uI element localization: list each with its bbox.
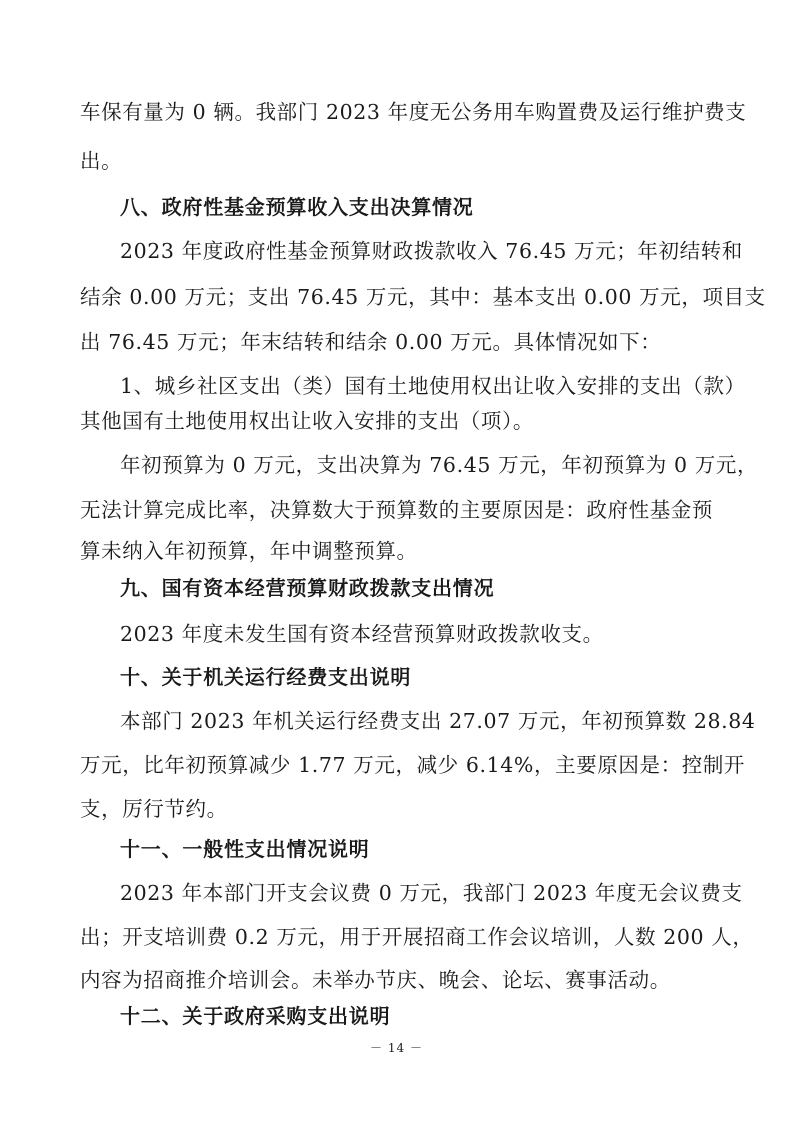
paragraph-line: 出 76.45 万元；年末结转和结余 0.00 万元。具体情况如下： xyxy=(80,330,662,354)
paragraph-line: 万元，比年初预算减少 1.77 万元，减少 6.14%，主要原因是：控制开 xyxy=(80,753,746,777)
paragraph-line: 算未纳入年初预算，年中调整预算。 xyxy=(80,539,418,563)
paragraph-line: 年初预算为 0 万元，支出决算为 76.45 万元，年初预算为 0 万元， xyxy=(120,453,759,477)
section-heading-12: 十二、关于政府采购支出说明 xyxy=(120,1004,391,1028)
page-number: － 14 － xyxy=(370,1041,423,1055)
paragraph-line: 支，厉行节约。 xyxy=(80,797,228,821)
paragraph-line: 1、城乡社区支出（类）国有土地使用权出让收入安排的支出（款） xyxy=(120,374,746,398)
paragraph-line: 结余 0.00 万元；支出 76.45 万元，其中：基本支出 0.00 万元，项目支 xyxy=(80,285,766,309)
paragraph-line: 内容为招商推介培训会。未举办节庆、晚会、论坛、赛事活动。 xyxy=(80,968,671,992)
paragraph-line: 其他国有土地使用权出让收入安排的支出（项）。 xyxy=(80,409,534,433)
section-heading-9: 九、国有资本经营预算财政拨款支出情况 xyxy=(120,576,495,600)
paragraph-line: 出。 xyxy=(80,149,123,173)
section-heading-11: 十一、一般性支出情况说明 xyxy=(120,837,370,861)
paragraph-line: 2023 年度政府性基金预算财政拨款收入 76.45 万元；年初结转和 xyxy=(120,239,743,263)
paragraph-line: 2023 年本部门开支会议费 0 万元，我部门 2023 年度无会议费支 xyxy=(120,881,743,905)
section-heading-10: 十、关于机关运行经费支出说明 xyxy=(120,665,412,689)
paragraph-line: 车保有量为 0 辆。我部门 2023 年度无公务用车购置费及运行维护费支 xyxy=(80,100,747,124)
paragraph-line: 本部门 2023 年机关运行经费支出 27.07 万元，年初预算数 28.84 xyxy=(120,709,756,733)
section-heading-8: 八、政府性基金预算收入支出决算情况 xyxy=(120,195,474,219)
paragraph-line: 出；开支培训费 0.2 万元，用于开展招商工作会议培训，人数 200 人， xyxy=(80,925,754,949)
paragraph-line: 无法计算完成比率，决算数大于预算数的主要原因是：政府性基金预 xyxy=(80,498,713,522)
paragraph-line: 2023 年度未发生国有资本经营预算财政拨款收支。 xyxy=(120,622,604,646)
